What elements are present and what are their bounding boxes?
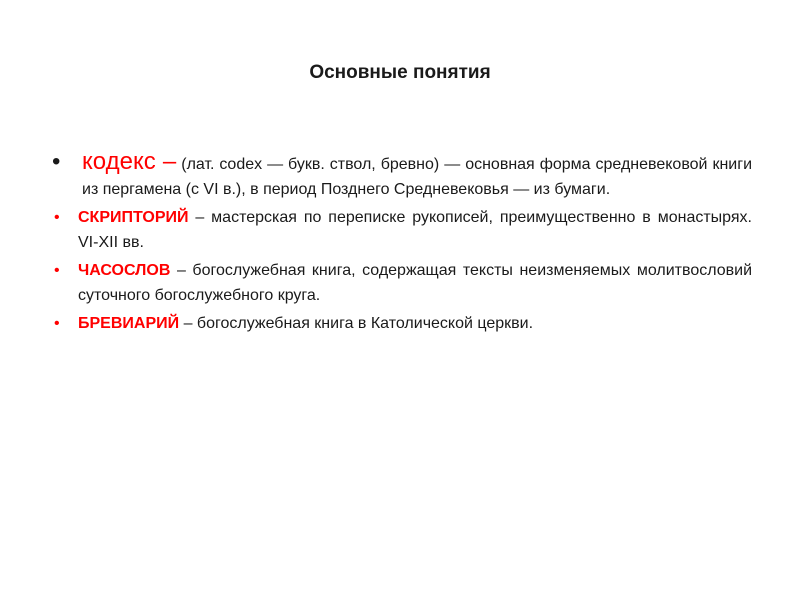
term-breviary: БРЕВИАРИЙ bbox=[78, 315, 180, 332]
bullet-icon: • bbox=[54, 262, 60, 279]
definition-horologion: – богослужебная книга, содержащая тексты неизменяемых молитвословий суточного богослужебного круга. bbox=[78, 262, 752, 304]
page-title: Основные понятия bbox=[309, 62, 491, 83]
list-item-horologion bbox=[52, 258, 752, 308]
term-list bbox=[52, 148, 752, 336]
bullet-icon: • bbox=[54, 315, 60, 332]
definition-breviary: – богослужебная книга в Католической церкви. bbox=[179, 315, 534, 332]
list-item-breviary bbox=[52, 311, 752, 336]
list-item-scriptorium bbox=[52, 205, 752, 255]
definition-codex: (лат. codex — букв. ствол, бревно) — основная форма средневековой книги из пергамена (с VI в.), в период Позднего Средневековья — из бумаги. bbox=[82, 156, 753, 198]
bullet-icon: • bbox=[54, 209, 60, 226]
term-scriptorium: СКРИПТОРИЙ bbox=[78, 209, 189, 226]
term-horologion: ЧАСОСЛОВ bbox=[78, 262, 171, 279]
definition-scriptorium: – мастерская по переписке рукописей, преимущественно в монастырях. VI-XII вв. bbox=[78, 209, 752, 251]
list-item-codex bbox=[52, 148, 752, 202]
bullet-icon: • bbox=[52, 148, 61, 175]
term-codex: кодекс – bbox=[82, 148, 177, 175]
